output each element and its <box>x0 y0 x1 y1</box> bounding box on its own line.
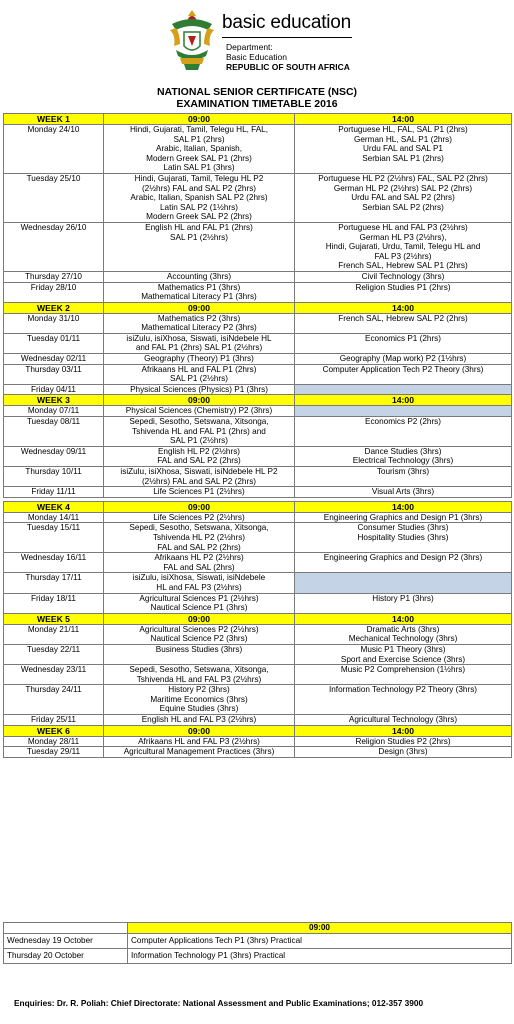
exam-day-row <box>4 665 512 685</box>
exam-day-row <box>4 125 512 174</box>
afternoon-exam-line: German HL, SAL P1 (2hrs) <box>354 134 452 144</box>
afternoon-exam-line: Dance Studies (3hrs) <box>364 446 442 456</box>
afternoon-exams <box>295 665 512 685</box>
afternoon-exam-line: Portuguese HL and FAL P3 (2½hrs) <box>338 222 468 232</box>
morning-exams <box>104 282 295 302</box>
practical-exam: Computer Applications Tech P1 (3hrs) Practical <box>128 934 512 949</box>
practical-exam: Information Technology P1 (3hrs) Practical <box>128 949 512 964</box>
department-block <box>226 42 350 72</box>
afternoon-exams <box>295 715 512 726</box>
morning-exams <box>104 333 295 353</box>
exam-day-row <box>4 523 512 553</box>
exam-day-row <box>4 747 512 758</box>
afternoon-exam-line: Music P1 Theory (3hrs) <box>360 644 446 654</box>
morning-exam-line: English HL and FAL P3 (2½hrs) <box>141 715 257 725</box>
morning-exam-line: SAL P1 (2½hrs) <box>170 374 228 384</box>
morning-exam-line: SAL P1 (2½hrs) <box>170 436 228 446</box>
exam-day: Monday 07/11 <box>4 406 104 417</box>
morning-exam-line: Arabic, Italian, Spanish, <box>155 144 243 154</box>
afternoon-exam-line: Agricultural Technology (3hrs) <box>348 715 458 725</box>
timetable <box>3 113 512 758</box>
week-label: WEEK 3 <box>4 395 104 406</box>
afternoon-exam-line: Civil Technology (3hrs) <box>361 271 445 281</box>
exam-day-row <box>4 384 512 395</box>
morning-exam-line: Sepedi, Sesotho, Setswana, Xitsonga, <box>129 523 269 533</box>
practical-day: Thursday 20 October <box>4 949 128 964</box>
exam-day: Tuesday 08/11 <box>4 417 104 447</box>
afternoon-exam-line: Hindi, Gujarati, Urdu, Tamil, Telegu HL and <box>325 242 481 252</box>
afternoon-exams <box>295 644 512 664</box>
afternoon-exam-line: Engineering Graphics and Design P1 (3hrs) <box>323 512 483 522</box>
week-label: WEEK 5 <box>4 613 104 624</box>
week-label: WEEK 2 <box>4 302 104 313</box>
morning-exams <box>104 512 295 523</box>
afternoon-exam-line: Electrical Technology (3hrs) <box>352 456 454 466</box>
week-header-row <box>4 501 512 512</box>
afternoon-exam-line: Information Technology P2 Theory (3hrs) <box>328 685 478 695</box>
exam-day: Monday 21/11 <box>4 624 104 644</box>
exam-day: Friday 11/11 <box>4 487 104 498</box>
week-header-row <box>4 613 512 624</box>
morning-exams <box>104 446 295 466</box>
morning-exam-line: (2½hrs) FAL and SAL P2 (2hrs) <box>141 183 257 193</box>
morning-exam-line: Accounting (3hrs) <box>166 271 232 281</box>
exam-day-row <box>4 512 512 523</box>
exam-day: Monday 14/11 <box>4 512 104 523</box>
exam-day-row <box>4 417 512 447</box>
afternoon-exams <box>295 271 512 282</box>
exam-day-row <box>4 573 512 593</box>
morning-exam-line: and FAL P1 (2hrs) SAL P1 (2½hrs) <box>135 343 263 353</box>
afternoon-exam-line: Design (3hrs) <box>378 747 428 757</box>
morning-exam-line: FAL and SAL (2hrs) <box>163 562 235 572</box>
exam-day-row <box>4 624 512 644</box>
morning-exams <box>104 222 295 271</box>
exam-day: Tuesday 25/10 <box>4 173 104 222</box>
afternoon-exam-line: German HL P2 (2½hrs) SAL P2 (2hrs) <box>333 183 473 193</box>
practicals-header-row <box>4 923 512 934</box>
afternoon-exams <box>295 685 512 715</box>
morning-exams <box>104 487 295 498</box>
morning-exam-line: isiZulu, isiXhosa, Siswati, isiNdebele <box>132 573 266 583</box>
exam-day-row <box>4 644 512 664</box>
exam-day-row <box>4 487 512 498</box>
morning-exam-line: Agricultural Management Practices (3hrs) <box>123 747 275 757</box>
exam-day-row <box>4 364 512 384</box>
afternoon-exams <box>295 125 512 174</box>
morning-exam-line: (2½hrs) FAL and SAL P2 (2hrs) <box>141 476 257 486</box>
afternoon-exam-line: Computer Application Tech P2 Theory (3hrs) <box>322 364 484 374</box>
exam-day: Thursday 24/11 <box>4 685 104 715</box>
afternoon-exams <box>295 354 512 365</box>
exam-day: Monday 28/11 <box>4 736 104 747</box>
morning-exam-line: Mathematics P2 (3hrs) <box>157 313 241 323</box>
morning-exam-line: Modern Greek SAL P2 (2hrs) <box>146 212 252 222</box>
morning-exam-line: Nautical Science P2 (3hrs) <box>150 634 248 644</box>
morning-exam-line: Equine Studies (3hrs) <box>159 704 239 714</box>
timetable-body <box>4 114 512 758</box>
morning-exam-line: SAL P1 (2½hrs) <box>170 232 228 242</box>
morning-exams <box>104 593 295 613</box>
exam-day: Thursday 10/11 <box>4 467 104 487</box>
practical-row <box>4 949 512 964</box>
week-header-row <box>4 302 512 313</box>
title-line-2: EXAMINATION TIMETABLE 2016 <box>176 98 338 110</box>
morning-exams <box>104 354 295 365</box>
exam-day: Wednesday 16/11 <box>4 553 104 573</box>
afternoon-exam-line: Economics P1 (2hrs) <box>365 333 441 343</box>
morning-exams <box>104 573 295 593</box>
exam-day-row <box>4 313 512 333</box>
exam-day: Monday 31/10 <box>4 313 104 333</box>
afternoon-exams <box>295 222 512 271</box>
title-line-1: NATIONAL SENIOR CERTIFICATE (NSC) <box>156 86 358 98</box>
morning-session-time: 09:00 <box>104 114 295 125</box>
afternoon-exam-line: Engineering Graphics and Design P2 (3hrs) <box>323 553 483 563</box>
morning-exam-line: Afrikaans HL P2 (2½hrs) <box>154 553 244 563</box>
afternoon-exams <box>295 282 512 302</box>
exam-day-row <box>4 685 512 715</box>
morning-session-time: 09:00 <box>104 395 295 406</box>
morning-exams <box>104 125 295 174</box>
afternoon-exams <box>295 487 512 498</box>
afternoon-exam-line: History P1 (3hrs) <box>372 593 434 603</box>
exam-day-row <box>4 282 512 302</box>
morning-session-time: 09:00 <box>104 501 295 512</box>
morning-exam-line: Latin SAL P1 (3hrs) <box>163 163 235 173</box>
morning-exam-line: Modern Greek SAL P1 (2hrs) <box>146 153 252 163</box>
afternoon-exam-line: Dramatic Arts (3hrs) <box>366 624 440 634</box>
enquiries-footer: Enquiries: Dr. R. Poliah: Chief Directorate: National Assessment and Public Examinations; 012-357 3900 <box>14 998 424 1008</box>
exam-day: Friday 25/11 <box>4 715 104 726</box>
morning-exam-line: Latin SAL P2 (1½hrs) <box>160 202 238 212</box>
morning-exam-line: Tshivenda HL and FAL P1 (2hrs) and <box>132 426 266 436</box>
morning-session-time: 09:00 <box>104 302 295 313</box>
department-label: Department: <box>226 42 273 52</box>
exam-day: Thursday 03/11 <box>4 364 104 384</box>
exam-day-row <box>4 354 512 365</box>
brand-name: basic education <box>222 12 352 33</box>
week-header-row <box>4 725 512 736</box>
morning-exams <box>104 173 295 222</box>
morning-exams <box>104 715 295 726</box>
brand-divider <box>222 37 352 38</box>
afternoon-exam-line: Urdu FAL and SAL P1 <box>363 144 443 154</box>
afternoon-exams <box>295 624 512 644</box>
exam-day: Monday 24/10 <box>4 125 104 174</box>
afternoon-session-time: 14:00 <box>295 725 512 736</box>
afternoon-exams <box>295 417 512 447</box>
afternoon-exam-line: Economics P2 (2hrs) <box>365 417 441 427</box>
coat-of-arms-icon <box>166 6 218 72</box>
exam-day-row <box>4 173 512 222</box>
morning-session-time: 09:00 <box>104 725 295 736</box>
afternoon-exam-line: German HL P3 (2½hrs), <box>359 232 447 242</box>
morning-exam-line: Nautical Science P1 (3hrs) <box>150 603 248 613</box>
exam-day: Wednesday 02/11 <box>4 354 104 365</box>
morning-exam-line: Arabic, Italian, Spanish SAL P2 (2hrs) <box>130 193 268 203</box>
morning-exams <box>104 553 295 573</box>
afternoon-exams <box>295 736 512 747</box>
afternoon-exams <box>295 523 512 553</box>
afternoon-exams <box>295 333 512 353</box>
afternoon-exams <box>295 384 512 395</box>
morning-exams <box>104 624 295 644</box>
afternoon-session-time: 14:00 <box>295 501 512 512</box>
morning-exams <box>104 384 295 395</box>
practicals-table <box>3 922 512 964</box>
afternoon-exam-line: Hospitality Studies (3hrs) <box>357 532 449 542</box>
exam-day: Friday 04/11 <box>4 384 104 395</box>
afternoon-session-time: 14:00 <box>295 302 512 313</box>
week-header-row <box>4 114 512 125</box>
morning-exam-line: SAL P1 (2hrs) <box>173 134 225 144</box>
morning-exams <box>104 417 295 447</box>
morning-exam-line: isiZulu, isiXhosa, Siswati, isiNdebele HL <box>126 333 272 343</box>
morning-exams <box>104 467 295 487</box>
exam-day-row <box>4 222 512 271</box>
morning-exam-line: HL and FAL P3 (2½hrs) <box>156 582 242 592</box>
morning-exam-line: History P2 (3hrs) <box>168 685 230 695</box>
afternoon-exam-line: Urdu FAL and SAL P2 (2hrs) <box>351 193 455 203</box>
letterhead <box>0 0 514 84</box>
exam-day: Wednesday 09/11 <box>4 446 104 466</box>
country-name: REPUBLIC OF SOUTH AFRICA <box>226 62 350 72</box>
afternoon-exams <box>295 446 512 466</box>
morning-exam-line: Life Sciences P2 (2½hrs) <box>153 512 245 522</box>
morning-exam-line: English HL P2 (2½hrs) <box>157 446 241 456</box>
afternoon-exam-line: French SAL, Hebrew SAL P1 (2hrs) <box>338 261 468 271</box>
morning-exam-line: Afrikaans HL and FAL P3 (2½hrs) <box>138 736 260 746</box>
morning-exam-line: Tshivenda HL P2 (2½hrs) <box>152 532 246 542</box>
morning-exam-line: Physical Sciences (Physics) P1 (3hrs) <box>130 384 268 394</box>
morning-exam-line: Business Studies (3hrs) <box>155 644 243 654</box>
practical-row <box>4 934 512 949</box>
afternoon-exam-line: Religion Studies P1 (2hrs) <box>355 282 451 292</box>
exam-day: Thursday 27/10 <box>4 271 104 282</box>
morning-exam-line: Sepedi, Sesotho, Setswana, Xitsonga, <box>129 417 269 427</box>
afternoon-exams <box>295 173 512 222</box>
afternoon-exam-line: Serbian SAL P2 (2hrs) <box>362 202 444 212</box>
morning-exams <box>104 685 295 715</box>
afternoon-session-time: 14:00 <box>295 114 512 125</box>
exam-day: Wednesday 26/10 <box>4 222 104 271</box>
exam-day: Tuesday 22/11 <box>4 644 104 664</box>
exam-day: Tuesday 01/11 <box>4 333 104 353</box>
practicals-header-time: 09:00 <box>128 923 512 934</box>
morning-exams <box>104 665 295 685</box>
exam-day-row <box>4 553 512 573</box>
morning-exam-line: Mathematics P1 (3hrs) <box>157 282 241 292</box>
afternoon-exams <box>295 364 512 384</box>
morning-exams <box>104 406 295 417</box>
morning-exam-line: English HL and FAL P1 (2hrs) <box>145 222 253 232</box>
exam-day: Friday 18/11 <box>4 593 104 613</box>
morning-exam-line: Maritime Economics (3hrs) <box>150 694 248 704</box>
exam-day-row <box>4 593 512 613</box>
afternoon-exam-line: Portuguese HL P2 (2½hrs) FAL, SAL P2 (2hrs) <box>318 173 488 183</box>
morning-exam-line: Mathematical Literacy P1 (3hrs) <box>141 292 257 302</box>
practicals-header-blank <box>4 923 128 934</box>
afternoon-exams <box>295 313 512 333</box>
morning-exam-line: Mathematical Literacy P2 (3hrs) <box>141 323 257 333</box>
afternoon-exams <box>295 467 512 487</box>
afternoon-exam-line: Music P2 Comprehension (1½hrs) <box>340 665 466 675</box>
afternoon-exam-line: Sport and Exercise Science (3hrs) <box>340 654 466 664</box>
document-title <box>0 86 514 110</box>
practical-day: Wednesday 19 October <box>4 934 128 949</box>
week-label: WEEK 4 <box>4 501 104 512</box>
exam-day: Wednesday 23/11 <box>4 665 104 685</box>
morning-exam-line: Sepedi, Sesotho, Setswana, Xitsonga, <box>129 665 269 675</box>
exam-day-row <box>4 467 512 487</box>
morning-exam-line: FAL and SAL P2 (2hrs) <box>157 456 241 466</box>
afternoon-exam-line: Portuguese HL, FAL, SAL P1 (2hrs) <box>338 125 468 134</box>
exam-day-row <box>4 271 512 282</box>
afternoon-exam-line: Geography (Map work) P2 (1½hrs) <box>339 354 467 364</box>
morning-exam-line: Tshivenda HL and FAL P3 (2½hrs) <box>136 674 262 684</box>
exam-day: Tuesday 29/11 <box>4 747 104 758</box>
exam-day-row <box>4 333 512 353</box>
morning-exams <box>104 313 295 333</box>
afternoon-exams <box>295 406 512 417</box>
afternoon-exams <box>295 747 512 758</box>
morning-exam-line: FAL and SAL P2 (2hrs) <box>157 542 241 552</box>
morning-exams <box>104 271 295 282</box>
morning-exam-line: Physical Sciences (Chemistry) P2 (3hrs) <box>125 406 273 416</box>
exam-day-row <box>4 406 512 417</box>
morning-exams <box>104 747 295 758</box>
afternoon-exam-line: French SAL, Hebrew SAL P2 (2hrs) <box>338 313 468 323</box>
afternoon-exams <box>295 573 512 593</box>
afternoon-exams <box>295 593 512 613</box>
afternoon-exams <box>295 512 512 523</box>
morning-exam-line: isiZulu, isiXhosa, Siswati, isiNdebele HL P2 <box>120 467 278 476</box>
morning-exams <box>104 736 295 747</box>
morning-exam-line: Agricultural Sciences P1 (2½hrs) <box>139 593 259 603</box>
morning-exams <box>104 523 295 553</box>
afternoon-exam-line: Consumer Studies (3hrs) <box>357 523 449 533</box>
afternoon-session-time: 14:00 <box>295 613 512 624</box>
morning-exam-line: Life Sciences P1 (2½hrs) <box>153 487 245 497</box>
morning-exam-line: Hindi, Gujarati, Tamil, Telegu HL, FAL, <box>129 125 269 134</box>
afternoon-exam-line: Tourism (3hrs) <box>376 467 430 476</box>
department-name: Basic Education <box>226 52 287 62</box>
exam-day-row <box>4 715 512 726</box>
exam-day-row <box>4 446 512 466</box>
exam-day: Friday 28/10 <box>4 282 104 302</box>
morning-exam-line: Afrikaans HL and FAL P1 (2hrs) <box>141 364 257 374</box>
afternoon-exam-line: Mechanical Technology (3hrs) <box>348 634 458 644</box>
morning-exam-line: Hindi, Gujarati, Tamil, Telegu HL P2 <box>134 173 264 183</box>
week-label: WEEK 1 <box>4 114 104 125</box>
exam-day: Tuesday 15/11 <box>4 523 104 553</box>
afternoon-exams <box>295 553 512 573</box>
afternoon-exam-line: Serbian SAL P1 (2hrs) <box>362 153 444 163</box>
morning-exams <box>104 364 295 384</box>
exam-day: Thursday 17/11 <box>4 573 104 593</box>
morning-session-time: 09:00 <box>104 613 295 624</box>
week-header-row <box>4 395 512 406</box>
afternoon-exam-line: FAL P3 (2½hrs) <box>374 251 432 261</box>
afternoon-exam-line: Visual Arts (3hrs) <box>371 487 435 497</box>
exam-day-row <box>4 736 512 747</box>
week-label: WEEK 6 <box>4 725 104 736</box>
morning-exams <box>104 644 295 664</box>
afternoon-exam-line: Religion Studies P2 (2hrs) <box>355 736 451 746</box>
afternoon-session-time: 14:00 <box>295 395 512 406</box>
morning-exam-line: Geography (Theory) P1 (3hrs) <box>144 354 254 364</box>
morning-exam-line: Agricultural Sciences P2 (2½hrs) <box>139 624 259 634</box>
